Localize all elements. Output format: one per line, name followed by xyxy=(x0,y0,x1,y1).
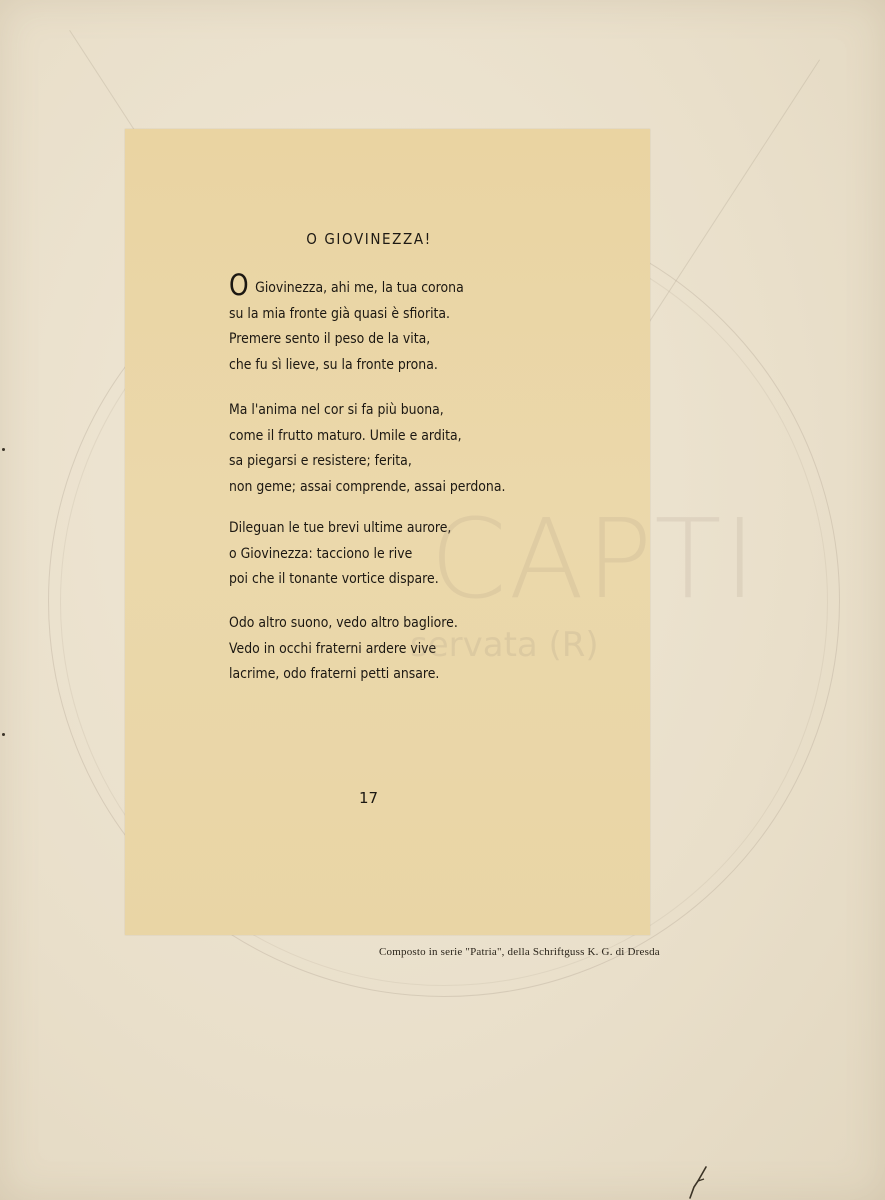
stanza-line: Premere sento il peso de la vita, xyxy=(229,331,431,347)
stanza-line: non geme; assai comprende, assai perdona. xyxy=(229,478,506,495)
stanza-line: sa piegarsi e resistere; ferita, xyxy=(229,453,412,469)
colophon: Composto in serie "Patria", della Schriftguss K. G. di Dresda xyxy=(379,946,660,958)
stanza-line: O Giovinezza, ahi me, la tua corona xyxy=(229,268,464,302)
stanza-line: o Giovinezza: tacciono le rive xyxy=(229,545,413,562)
drop-cap: O xyxy=(229,268,249,302)
pencil-mark-icon xyxy=(684,1165,714,1200)
poem-title: O GIOVINEZZA! xyxy=(306,230,432,248)
stanza-3 xyxy=(229,516,451,593)
page-number: 17 xyxy=(359,789,379,807)
stanza-line: Odo altro suono, vedo altro bagliore. xyxy=(229,615,458,631)
stanza-line: su la mia fronte già quasi è sfiorita. xyxy=(229,305,451,322)
stanza-line: come il frutto maturo. Umile e ardita, xyxy=(229,427,462,444)
stanza-line: Ma l'anima nel cor si fa più buona, xyxy=(229,402,444,418)
stanza-line: che fu sì lieve, su la fronte prona. xyxy=(229,356,438,373)
watermark-text-small: servata (R) xyxy=(410,625,599,665)
watermark-text: CAPTI xyxy=(430,495,759,623)
stanza-line: poi che il tonante vortice dispare. xyxy=(229,571,439,587)
stanza-line: lacrime, odo fraterni petti ansare. xyxy=(229,666,440,682)
stanza-1 xyxy=(229,268,464,378)
stanza-line: Dileguan le tue brevi ultime aurore, xyxy=(229,520,452,536)
margin-mark xyxy=(2,733,5,736)
stanza-2 xyxy=(229,398,505,500)
stanza-line: Vedo in occhi fraterni ardere vive xyxy=(229,640,437,657)
margin-mark xyxy=(2,448,5,451)
